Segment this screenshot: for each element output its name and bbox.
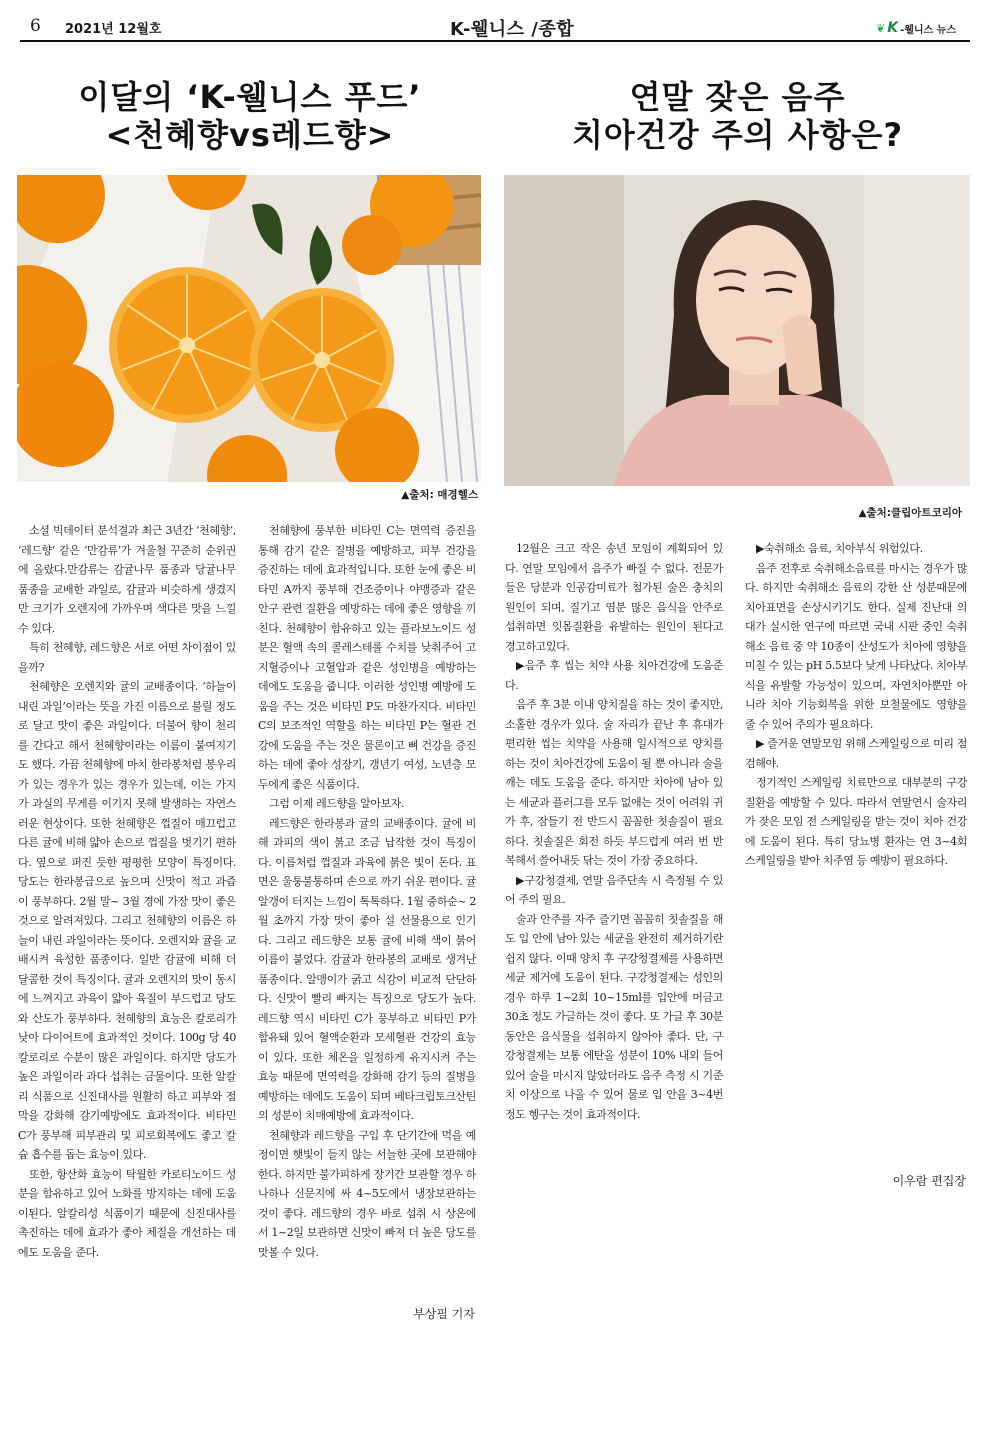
toothache-woman-photo	[504, 175, 970, 486]
citrus-photo	[17, 175, 481, 482]
section-title: K-웰니스 /종합	[450, 19, 575, 40]
article-title-left: 이달의 ‘K-웰니스 푸드’ <천혜향vs레드향>	[78, 78, 422, 154]
page-header	[20, 14, 970, 42]
article-column-4	[745, 539, 967, 871]
photo-credit-right: ▲출처:클립아트코리아	[858, 507, 962, 519]
photo-credit-left: ▲출처: 매경헬스	[401, 489, 478, 501]
paragraph: 또한, 항산화 효능이 탁월한 카로티노이드 성분을 함유하고 있어 노화를 방지하는 데에 도움이된다. 알칼리성 식품이기 때문에 신진대사를 촉진하는 데에 효과가 좋아 체질을 개선하는 데에도 도움을 준다.	[18, 1167, 236, 1259]
paragraph: 음주 전후로 숙취해소음료를 마시는 경우가 많다. 하지만 숙취해소 음료의 강한 산 성분때문에 치아표면을 손상시키기도 한다. 실제 진난대 의대가 실시한 연구에 따르면 국내 시판 중인 숙취해소 음료 중 약 10종이 산성도가 치아에 영향을 미칠 수 있는 pH 5.5보다 낮게 나타났다. 치아부식을 유발할 가능성이 있으며, 자연치아뿐만 아니라 치아 기능회복을 위한 보철물에도 영향을 줄 수 있어 주의가 필요하다.	[745, 561, 967, 731]
byline-left: 부상필 기자	[413, 1307, 475, 1321]
paragraph: 천혜향은 오렌지와 귤의 교배종이다. ‘하늘이 내린 과일’이라는 뜻을 가진 이름으로 불릴 정도로 달고 맛이 좋은 과일이다. 더불어 향이 천리를 간다고 해서 천혜향이라는 이름이 붙여지기도 했다. 가끔 천혜향에 마치 한라봉처럼 봉우리가 있는 경우가 있는 경우가 있는데, 이는 가지가 과실의 무게를 이기지 못해 발생하는 자연스러운 현상이다. 또한 천혜향은 껍질이 매끄럽고 다른 귤에 비해 얇아 손으로 껍질을 벗기기 편하다. 옆으로 퍼진 듯한 평평한 모양이 특징이다. 당도는 한라봉급으로 높으며 신맛이 적고 과즙이 풍부하다. 2월 말~ 3월 경에 가장 맛이 좋은 것으로 알려져있다. 그리고 천혜향의 이름은 하늘이 내린 과일이라는 뜻이다. 오렌지와 귤을 교배시켜 육성한 품종이다. 일반 감귤에 비해 더 달콤한 것이 특징이다. 귤과 오렌지의 맛이 동시에 느껴지고 과육이 얇아 육질이 부드럽고 당도와 산도가 풍부하다. 천혜향의 효능은 칼로리가 낮아 다이어트에 효과적인 것이다. 100g 당 40칼로리로 수분이 많은 과일이다. 하지만 당도가 높은 과일이라 과다 섭취는 금물이다. 또한 알칼리 식품으로 신진대사를 원활히 하고 피부와 점막을 강화해 감기예방에도 효과적이다. 비타민 C가 풍부해 피부관리 및 피로회복에도 좋고 칼슘 흡수를 돕는 효능이 있다.	[18, 680, 236, 1161]
paragraph: 레드향은 한라봉과 귤의 교배종이다. 귤에 비해 과피의 색이 붉고 조금 납작한 것이 특징이다. 이름처럼 껍질과 과육에 붉은 빛이 돈다. 표면은 울퉁불퉁하며 손으로 까기 쉬운 편이다. 귤 알갱이 터지는 느낌이 톡톡하다. 1월 중하순~ 2월 초까지 가장 맛이 좋아 설 선물용으로 인기다. 그리고 레드향은 보통 귤에 비해 색이 붉어 이름이 붙었다. 감귤과 한라봉의 교배로 생겨난 품종이다. 알맹이가 굵고 식감이 비교적 단단하다. 신맛이 빨리 빠지는 특징으로 당도가 높다. 레드향 역시 비타민 C가 풍부하고 비타민 P가 함유돼 있어 혈액순환과 모세혈관 건강의 효능이 있다. 또한 체온을 일정하게 유지시켜 주는 효능 때문에 면역력을 강화해 감기 등의 질병을 예방하는 데에도 도움이 되며 베타크립토크산틴의 성분이 치매예방에 효과적이다.	[258, 816, 476, 1122]
paragraph: ▶숙취해소 음료, 치아부식 위험있다.	[756, 542, 923, 555]
page-number: 6	[30, 16, 41, 36]
publication-logo: ❦ K -웰니스 뉴스	[875, 20, 956, 36]
paragraph: 술과 안주를 자주 즐기면 꼼꼼히 칫솔질을 해도 입 안에 남아 있는 세균을 완전히 제거하기란 쉽지 않다. 이때 양치 후 구강청결제를 사용하면 세균 제거에 도움이 된다. 구강청결제는 성인의 경우 하루 1~2회 10~15ml를 입안에 머금고 30초 정도 가글하는 것이 좋다. 또 가글 후 30분 동안은 음식물을 섭취하지 않아야 좋다. 단, 구강청결제는 보통 에탄올 성분이 10% 내외 들어 있어 술을 마시지 않았더라도 음주 측정 시 기준치 이상으로 나올 수 있어 물로 입 안을 3~4번 정도 헹구는 것이 효과적이다.	[505, 912, 723, 1121]
leaf-icon: ❦	[875, 21, 886, 35]
article-column-1	[18, 521, 236, 1262]
paragraph: 소셜 빅데이터 분석결과 최근 3년간 ‘천혜향’, ‘레드향’ 같은 ‘만감류’가 겨울철 꾸준히 순위권에 올랐다.만감류는 감귤나무 품종과 당귤나무 품종을 교배한 과일로, 감귤과 비슷하게 생겼지만 크기가 오렌지에 가까우며 색다른 맛을 느낄 수 있다.	[18, 524, 236, 635]
article-title-right: 연말 잦은 음주 치아건강 주의 사항은?	[571, 78, 904, 154]
paragraph: 천혜향에 풍부한 비타민 C는 면역력 증진을 통해 감기 같은 질병을 예방하고, 피부 건강을 증진하는 데에 효과적입니다. 또한 눈에 좋은 비타민 A까지 풍부해 건조증이나 야맹증과 같은 안구 관련 질환을 예방하는 데에 좋은 영향을 끼친다. 천혜향이 함유하고 있는 플라보노이드 성분은 혈액 속의 콜레스테롤 수치를 낮춰주어 고지혈증이나 고혈압과 같은 성인병을 예방하는 데에도 도움을 줍니다. 이러한 성인병 예방에 도움을 주는 것은 비타민 P도 마찬가지다. 비타민 C의 보조적인 역할을 하는 비타민 P는 혈관 건강에 도움을 주는 것은 물론이고 뼈 건강을 증진하는 데에 좋아 성장기, 갱년기 여성, 노년층 모두에게 좋은 식품이다.	[258, 524, 476, 791]
paragraph: 12월은 크고 작은 송년 모임이 계획되어 있다. 연말 모임에서 음주가 빠질 수 없다. 전문가들은 당분과 인공감미료가 첨가된 술은 충치의 원인이 되며, 질기고 염분 많은 음식을 안주로 섭취하면 잇몸질환을 유발하는 원인이 된다고 경고하고있다.	[505, 542, 723, 653]
byline-right: 이우람 편집장	[892, 1174, 966, 1188]
paragraph: 특히 천혜향, 레드향은 서로 어떤 차이점이 있을까?	[18, 641, 236, 674]
issue-date: 2021년 12월호	[65, 22, 162, 37]
paragraph: ▶음주 후 씹는 치약 사용 치아건강에 도움준다.	[505, 659, 723, 692]
paragraph: ▶ 즐거운 연말모임 위해 스케일링으로 미리 점검해야.	[745, 737, 967, 770]
paragraph: ▶구강청결제, 연말 음주단속 시 측정될 수 있어 주의 필요.	[505, 873, 723, 906]
article-column-2	[258, 521, 476, 1262]
paragraph: 그럼 이제 레드향을 알아보자.	[269, 797, 405, 810]
article-column-3	[505, 539, 723, 1124]
paragraph: 음주 후 3분 이내 양치질을 하는 것이 좋지만, 소홀한 경우가 있다. 술 자리가 끝난 후 휴대가 편리한 씹는 치약을 사용해 일시적으로 양치를 하는 것이 치아건강에 도움이 될 뿐 아니라 술을 깨는 데도 도움을 준다. 하지만 치아에 남아 있는 세균과 플러그를 모두 없애는 것이 어려워 귀가 후, 잠들기 전 반드시 꼼꼼한 칫솔질이 필요하다. 칫솔질은 회전 하듯 부드럽게 여러 번 반복해서 쓸어내듯 닦는 것이 가장 중요하다.	[505, 698, 723, 867]
paragraph: 천혜향과 레드향을 구입 후 단기간에 먹을 예정이면 햇빛이 들지 않는 서늘한 곳에 보관해야 한다. 하지만 불가피하게 장기간 보관할 경우 하나하나 신문지에 싸 4~5도에서 냉장보관하는 것이 좋다. 레드향의 경우 바로 섭취 시 상온에서 1~2일 보관하면 신맛이 빠져 더 높은 당도를 맛볼 수 있다.	[258, 1128, 476, 1259]
paragraph: 정기적인 스케일링 치료만으로 대부분의 구강질환을 예방할 수 있다. 따라서 연말연시 술자리가 잦은 모임 전 스케일링을 받는 것이 치아 건강에 도움이 된다. 특히 당뇨병 환자는 연 3~4회 스케일링을 받아 치주염 등 예방이 필요하다.	[745, 776, 967, 867]
